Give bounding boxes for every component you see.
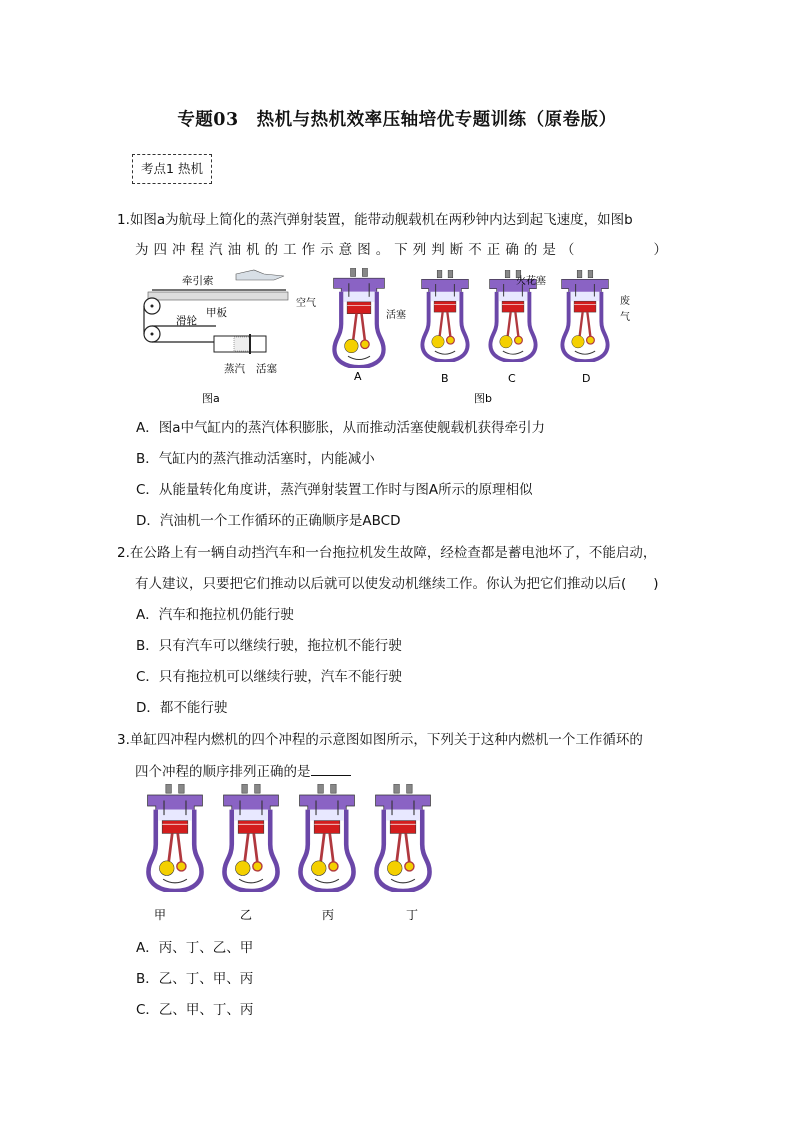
question-1-text: 如图a为航母上简化的蒸汽弹射装置，能带动舰载机在两秒钟内达到起飞速度，如图b bbox=[129, 212, 633, 228]
figure-b-caption: 图b bbox=[474, 392, 492, 405]
figure-q3-strokes bbox=[136, 784, 456, 924]
label-steam: 蒸汽 bbox=[224, 363, 245, 375]
label-spark-plug: 火花塞 bbox=[516, 276, 546, 287]
page-title: 专题03 热机与热机效率压轴培优专题训练（原卷版） bbox=[177, 110, 617, 130]
question-3-number: 3. bbox=[117, 732, 130, 748]
q1-option-a: A．图a中气缸内的蒸汽体积膨胀，从而推动活塞使舰载机获得牵引力 bbox=[136, 420, 546, 436]
figure-a-caption: 图a bbox=[202, 392, 220, 405]
letter-d: D bbox=[582, 372, 591, 385]
section-label: 考点1 热机 bbox=[132, 154, 212, 184]
q2-option-a: A．汽车和拖拉机仍能行驶 bbox=[136, 607, 294, 623]
label-deck: 甲板 bbox=[206, 307, 227, 319]
aircraft-icon bbox=[236, 270, 284, 280]
question-2-text: 在公路上有一辆自动挡汽车和一台拖拉机发生故障，经检查都是蓄电池坏了，不能启动， bbox=[129, 545, 657, 561]
question-1-number: 1. bbox=[117, 212, 130, 228]
q2-option-b: B．只有汽车可以继续行驶，拖拉机不能行驶 bbox=[136, 638, 402, 654]
label-pulley: 滑轮 bbox=[176, 315, 197, 327]
question-3-line-2: 四个冲程的顺序排列正确的是 bbox=[135, 760, 351, 780]
stroke-b-engine bbox=[422, 270, 469, 361]
q1-option-c: C．从能量转化角度讲，蒸汽弹射装置工作时与图A所示的原理相似 bbox=[136, 482, 533, 498]
figure-b-strokes bbox=[296, 266, 636, 412]
question-1-line-2: 为 四 冲 程 汽 油 机 的 工 作 示 意 图 。 下 列 判 断 不 正 确 的 是 （ ） bbox=[135, 242, 667, 258]
answer-blank[interactable] bbox=[311, 761, 351, 776]
label-air: 空气 bbox=[296, 298, 316, 309]
label-piston: 活塞 bbox=[256, 363, 277, 375]
letter-c: C bbox=[508, 372, 516, 385]
q3-option-b: B．乙、丁、甲、丙 bbox=[136, 971, 254, 987]
stroke-d-engine bbox=[562, 270, 609, 361]
label-exhaust-2: 气 bbox=[620, 312, 630, 323]
stroke-yi-engine bbox=[224, 784, 279, 891]
label-bing: 丙 bbox=[322, 908, 335, 922]
deck bbox=[148, 292, 288, 300]
label-exhaust-1: 废 bbox=[620, 296, 630, 307]
question-3-text: 单缸四冲程内燃机的四个冲程的示意图如图所示，下列关于这种内燃机一个工作循环的 bbox=[129, 732, 643, 748]
q2-option-c: C．只有拖拉机可以继续行驶，汽车不能行驶 bbox=[136, 669, 402, 685]
question-2-line-2: 有人建议，只要把它们推动以后就可以使发动机继续工作。你认为把它们推动以后( ) bbox=[135, 576, 659, 592]
label-jia: 甲 bbox=[154, 908, 167, 922]
letter-a: A bbox=[354, 370, 362, 383]
stroke-bing-engine bbox=[300, 784, 355, 891]
label-rope: 牵引索 bbox=[182, 275, 214, 287]
q1-option-b: B．气缸内的蒸汽推动活塞时，内能减小 bbox=[136, 451, 375, 467]
label-yi: 乙 bbox=[240, 908, 253, 922]
question-2-number: 2. bbox=[117, 545, 130, 561]
stroke-ding-engine bbox=[376, 784, 431, 891]
stroke-a-engine bbox=[334, 268, 385, 367]
q1-option-d: D．汽油机一个工作循环的正确顺序是ABCD bbox=[136, 513, 401, 529]
stroke-jia-engine bbox=[148, 784, 203, 891]
question-3-line-1 bbox=[117, 728, 643, 748]
figure-a-catapult bbox=[136, 268, 296, 408]
label-piston-b: 活塞 bbox=[386, 310, 406, 321]
q3-option-a: A．丙、丁、乙、甲 bbox=[136, 940, 254, 956]
question-2-line-1 bbox=[117, 541, 656, 561]
label-ding: 丁 bbox=[406, 908, 419, 922]
letter-b: B bbox=[441, 372, 449, 385]
question-1-line-1 bbox=[117, 208, 633, 228]
q2-option-d: D．都不能行驶 bbox=[136, 700, 228, 716]
q3-option-c: C．乙、甲、丁、丙 bbox=[136, 1002, 254, 1018]
